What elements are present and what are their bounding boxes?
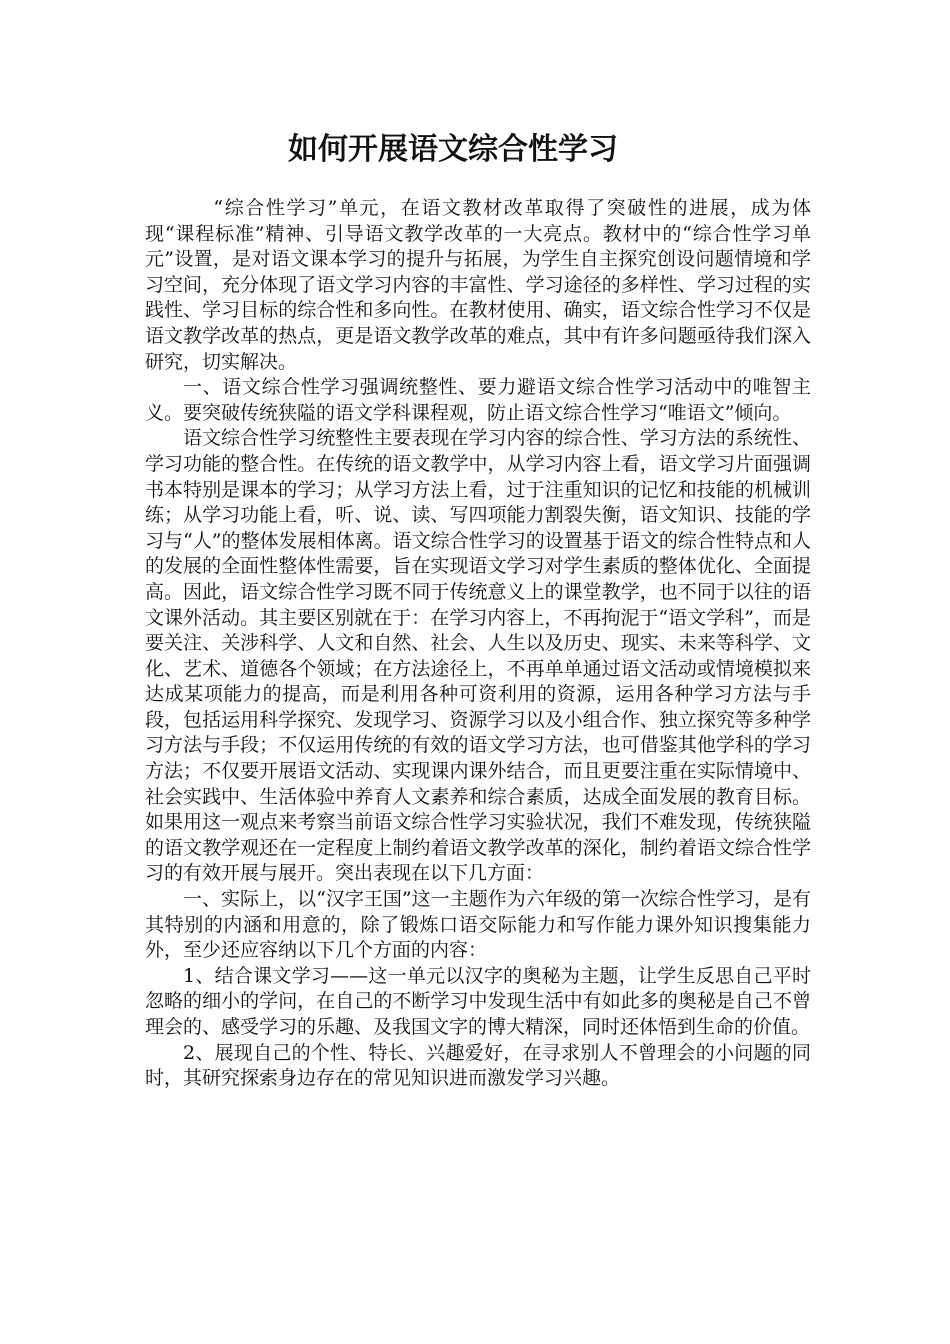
paragraph-hanzi-kingdom: 一、实际上，以“汉字王国”这一主题作为六年级的第一次综合性学习，是有其特别的内涵和用意的，除了锻炼口语交际能力和写作能力课外知识搜集能力外，至少还应容纳以下几个方面的内容： [145, 888, 811, 962]
paragraph-intro: “综合性学习”单元，在语文教材改革取得了突破性的进展，成为体现“课程标准”精神、引导语文教学改革的一大亮点。教材中的“综合性学习单元”设置，是对语文课本学习的提升与拓展，为学生自主探究创设问题情境和学习空间，充分体现了语文学习内容的丰富性、学习途径的多样性、学习过程的实践性、学习目标的综合性和多向性。在教材使用、确实，语文综合性学习不仅是语文教学改革的热点，更是语文教学改革的难点，其中有许多问题亟待我们深入研究，切实解决。 [145, 197, 811, 373]
paragraph-integration: 语文综合性学习统整性主要表现在学习内容的综合性、学习方法的系统性、学习功能的整合性。在传统的语文教学中，从学习内容上看，语文学习片面强调书本特别是课本的学习；从学习方法上看，过于注重知识的记忆和技能的机械训练；从学习功能上看，听、说、读、写四项能力割裂失衡，语文知识、技能的学习与“人”的整体发展相体离。语文综合性学习的设置基于语文的综合性特点和人的发展的全面性整体性需要，旨在实现语文学习对学生素质的整体优化、全面提高。因此，语文综合性学习既不同于传统意义上的课堂教学，也不同于以往的语文课外活动。其主要区别就在于：在学习内容上，不再拘泥于“语文学科”，而是要关注、关涉科学、人文和自然、社会、人生以及历史、现实、未来等科学、文化、艺术、道德各个领域；在方法途径上，不再单单通过语文活动或情境模拟来达成某项能力的提高，而是利用各种可资利用的资源，运用各种学习方法与手段，包括运用科学探究、发现学习、资源学习以及小组合作、独立探究等多种学习方法与手段；不仅运用传统的有效的语文学习方法，也可借鉴其他学科的学习方法；不仅要开展语文活动、实现课内课外结合，而且更要注重在实际情境中、社会实践中、生活体验中养育人文素养和综合素质，达成全面发展的教育目标。如果用这一观点来考察当前语文综合性学习实验状况，我们不难发现，传统狭隘的语文教学观还在一定程度上制约着语文教学改革的深化，制约着语文综合性学习的有效开展与展开。突出表现在以下几方面： [145, 427, 811, 885]
paragraph-section-1: 一、语文综合性学习强调统整性、要力避语文综合性学习活动中的唯智主义。要突破传统狭隘的语文学科课程观，防止语文综合性学习“唯语文”倾向。 [145, 376, 811, 424]
document-body [145, 196, 811, 1092]
paragraph-item-1: 1、结合课文学习——这一单元以汉字的奥秘为主题，让学生反思自己平时忽略的细小的学问，在自己的不断学习中发现生活中有如此多的奥秘是自己不曾理会的、感受学习的乐趣、及我国文字的博大精深，同时还体悟到生命的价值。 [145, 964, 811, 1038]
document-title: 如何开展语文综合性学习 [288, 132, 618, 167]
paragraph-item-2: 2、展现自己的个性、特长、兴趣爱好，在寻求别人不曾理会的小问题的同时，其研究探索身边存在的常见知识进而激发学习兴趣。 [145, 1041, 811, 1090]
